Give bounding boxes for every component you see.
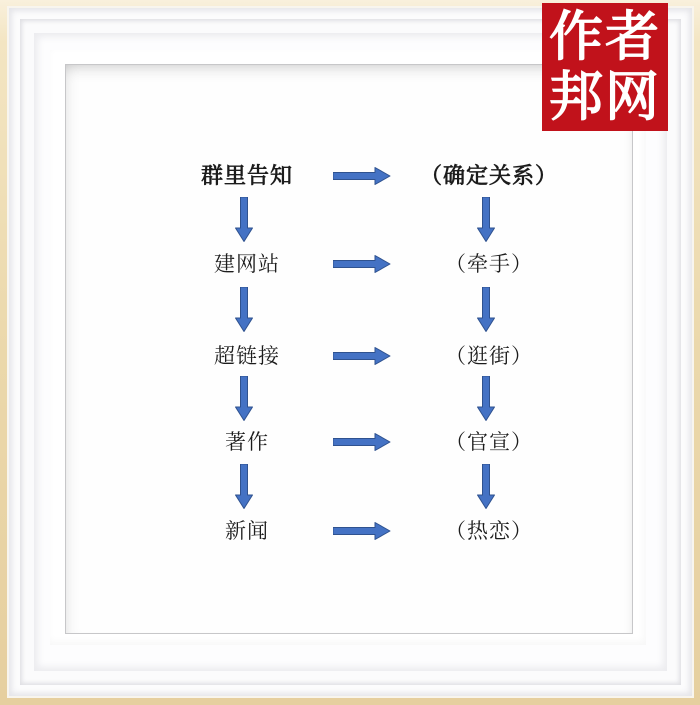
arrow-right-icon — [333, 167, 391, 185]
flow-node-left-2: 建网站 — [214, 252, 280, 276]
flow-node-right-3: （逛街） — [445, 344, 533, 368]
arrow-down-icon — [235, 197, 253, 242]
flow-node-left-4: 著作 — [225, 430, 269, 454]
arrow-down-icon — [477, 287, 495, 332]
arrow-down-icon — [235, 376, 253, 421]
arrow-right-icon — [333, 433, 391, 451]
watermark-line-2: 邦网 — [549, 67, 661, 127]
arrow-right-icon — [333, 522, 391, 540]
arrow-down-icon — [477, 197, 495, 242]
arrow-down-icon — [235, 287, 253, 332]
flow-node-right-5: （热恋） — [445, 519, 533, 543]
arrow-right-icon — [333, 255, 391, 273]
flow-node-left-1: 群里告知 — [200, 163, 293, 189]
flow-node-left-3: 超链接 — [214, 344, 280, 368]
flow-node-left-5: 新闻 — [225, 519, 269, 543]
flow-node-right-1: （确定关系） — [419, 163, 558, 189]
watermark-logo — [542, 3, 668, 131]
arrow-down-icon — [477, 376, 495, 421]
flow-node-right-4: （官宣） — [445, 430, 533, 454]
arrow-down-icon — [235, 464, 253, 509]
arrow-down-icon — [477, 464, 495, 509]
watermark-line-1: 作者 — [549, 7, 661, 67]
flow-node-right-2: （牵手） — [445, 252, 533, 276]
diagram-canvas — [65, 64, 633, 634]
arrow-right-icon — [333, 347, 391, 365]
